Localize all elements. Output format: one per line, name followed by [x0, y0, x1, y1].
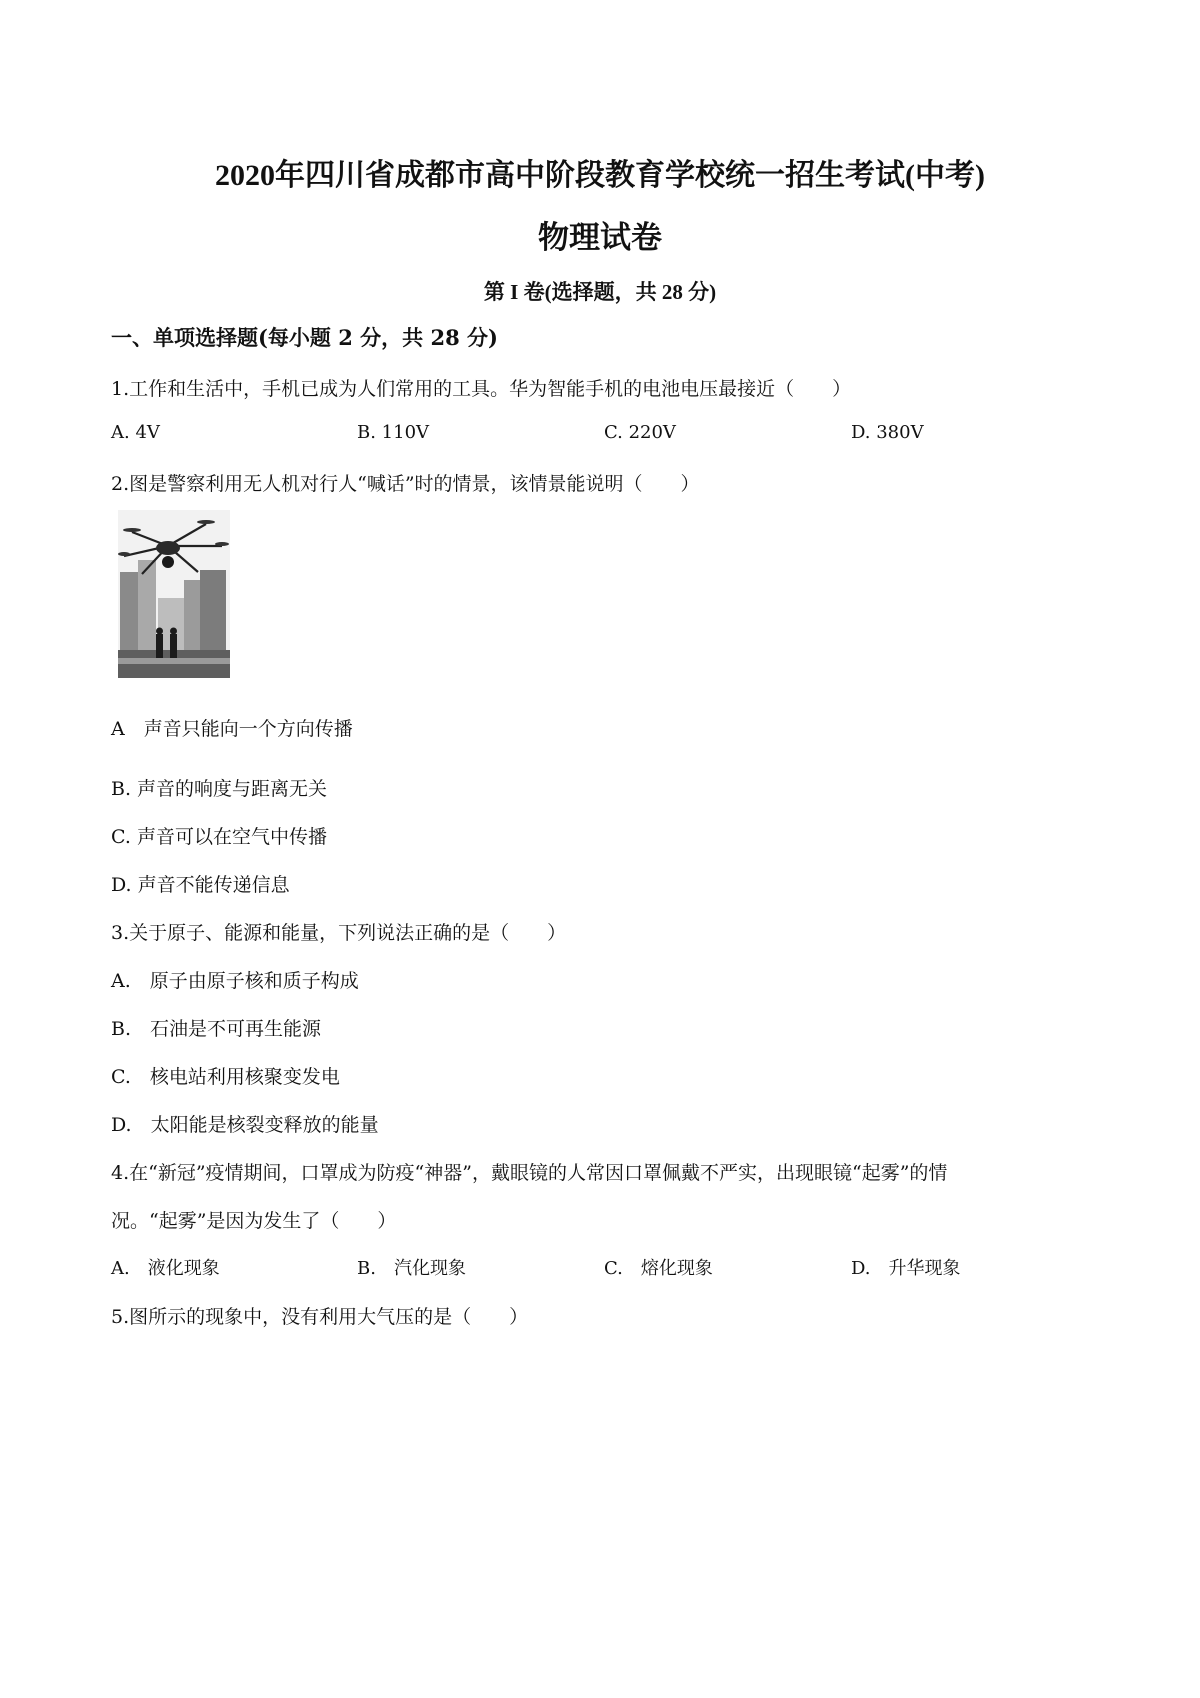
- question-4-option-d[interactable]: D. 升华现象: [851, 1258, 961, 1279]
- question-4-option-a[interactable]: A. 液化现象: [111, 1258, 220, 1279]
- part-heading: 第 I 卷(选择题，共 28 分): [483, 280, 717, 304]
- question-2-option-a[interactable]: A 声音只能向一个方向传播: [111, 718, 353, 740]
- question-4-option-b[interactable]: B. 汽化现象: [357, 1258, 466, 1279]
- question-3-option-b[interactable]: B. 石油是不可再生能源: [111, 1018, 322, 1040]
- question-2-option-d[interactable]: D. 声音不能传递信息: [111, 874, 290, 896]
- question-1-stem: 1.工作和生活中，手机已成为人们常用的工具。华为智能手机的电池电压最接近（ ）: [111, 378, 852, 400]
- question-5-stem: 5.图所示的现象中，没有利用大气压的是（ ）: [111, 1306, 529, 1328]
- question-2-option-b[interactable]: B. 声音的响度与距离无关: [111, 778, 328, 800]
- question-1-option-b[interactable]: B. 110V: [357, 422, 430, 443]
- question-1-option-d[interactable]: D. 380V: [851, 422, 924, 443]
- question-2-option-c[interactable]: C. 声音可以在空气中传播: [111, 826, 327, 848]
- exam-subtitle: 物理试卷: [538, 220, 662, 255]
- question-4-option-c[interactable]: C. 熔化现象: [604, 1258, 713, 1279]
- question-2-stem: 2.图是警察利用无人机对行人“喊话”时的情景，该情景能说明（ ）: [111, 473, 700, 495]
- question-3-option-a[interactable]: A. 原子由原子核和质子构成: [111, 970, 359, 992]
- question-3-option-c[interactable]: C. 核电站利用核聚变发电: [111, 1066, 340, 1088]
- question-3-stem: 3.关于原子、能源和能量，下列说法正确的是（ ）: [111, 922, 567, 944]
- exam-title: 2020年四川省成都市高中阶段教育学校统一招生考试(中考): [215, 159, 985, 192]
- section-heading: 一、单项选择题(每小题 2 分，共 28 分): [111, 325, 498, 350]
- question-1-option-a[interactable]: A. 4V: [111, 422, 160, 443]
- question-1-option-c[interactable]: C. 220V: [604, 422, 676, 443]
- question-4-stem-line-2: 况。“起雾”是因为发生了（ ）: [111, 1210, 397, 1232]
- question-4-stem-line-1: 4.在“新冠”疫情期间，口罩成为防疫“神器”，戴眼镜的人常因口罩佩戴不严实，出现眼镜“起雾”的情: [111, 1162, 948, 1184]
- question-3-option-d[interactable]: D. 太阳能是核裂变释放的能量: [111, 1114, 379, 1136]
- drone-photo: [118, 510, 230, 678]
